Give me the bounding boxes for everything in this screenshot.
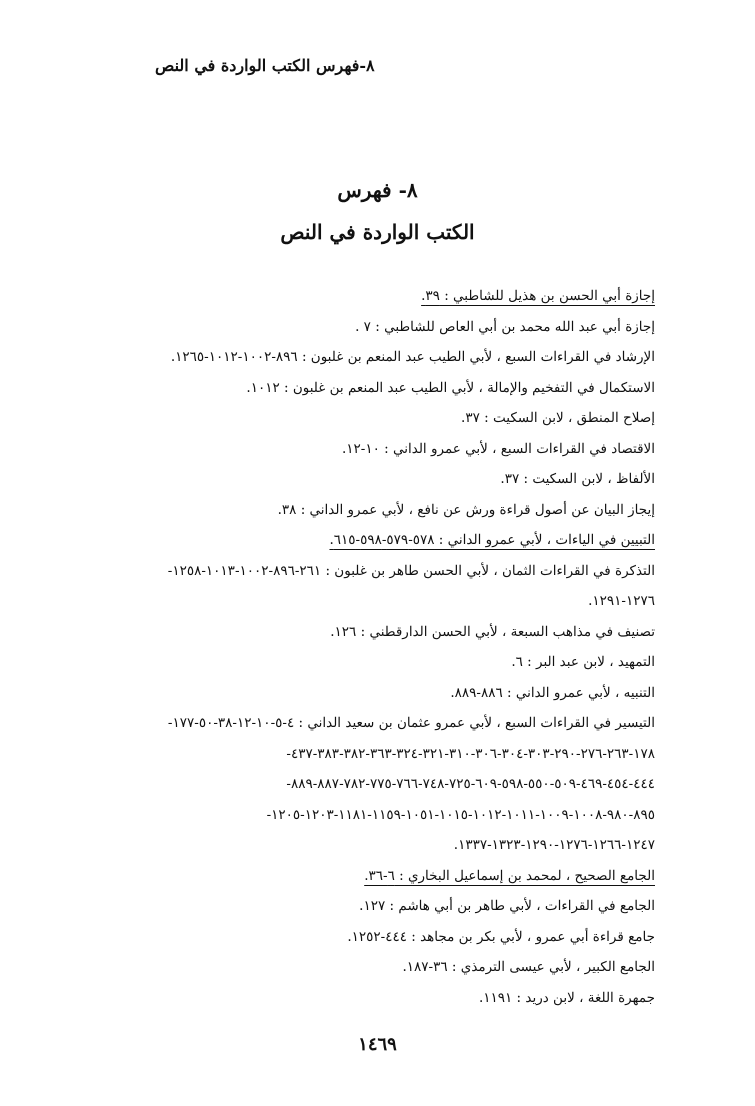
running-head-text: ٨-فهرس الكتب الواردة في النص [155,56,375,75]
index-entry: الجامع في القراءات ، لأبي طاهر بن أبي هاشم : ١٢٧. [359,898,655,914]
index-entry: إصلاح المنطق ، لابن السكيت : ٣٧. [461,410,655,426]
index-entry: الجامع الكبير ، لأبي عيسى الترمذي : ٣٦-١٨٧. [402,959,655,975]
index-entry: التذكرة في القراءات الثمان ، لأبي الحسن طاهر بن غلبون : ٢٦١-٨٩٦-١٠٠٢-١٠١٣-١٢٥٨- [167,562,655,579]
book-index-list [55,281,655,1013]
index-entry: إجازة أبي الحسن بن هذيل للشاطبي : ٣٩. [421,288,655,304]
section-number-title: ٨- فهرس [337,178,418,202]
index-entry: تصنيف في مذاهب السبعة ، لأبي الحسن الدارقطني : ١٢٦. [330,623,655,640]
index-entry: الجامع الصحيح ، لمحمد بن إسماعيل البخاري : ٦-٣٦. [364,867,655,884]
index-entry-continuation: ٤٤٤-٤٥٤-٤٦٩-٥٠٩-٥٥٠-٥٩٨-٦٠٩-٧٢٥-٧٤٨-٧٦٦-٧٧٥-٧٨٢-٨٨٧-٨٨٩- [286,776,655,792]
index-entry: التنبيه ، لأبي عمرو الداني : ٨٨٦-٨٨٩. [450,684,655,701]
index-entry-continuation: ١٢٤٧-١٢٦٦-١٢٧٦-١٢٩٠-١٣٢٣-١٣٣٧. [453,837,655,853]
index-entry: التيسير في القراءات السبع ، لأبي عمرو عثمان بن سعيد الداني : ٤-٥-١٠-١٢-٣٨-٥٠-١٧٧- [167,715,655,731]
index-entry: التمهيد ، لابن عبد البر : ٦. [511,654,655,670]
page-number: ١٤٦٩ [358,1034,397,1055]
index-entry: التبيين في الياءات ، لأبي عمرو الداني : ٥٧٨-٥٧٩-٥٩٨-٦١٥. [329,532,655,548]
index-entry: الألفاظ ، لابن السكيت : ٣٧. [500,471,655,487]
index-entry: إجازة أبي عبد الله محمد بن أبي العاص للشاطبي : ٧ . [355,318,655,335]
index-entry-continuation: ٨٩٥-٩٨٠-١٠٠٨-١٠٠٩-١٠١١-١٠١٢-١٠١٥-١٠٥١-١١٥٩-١١٨١-١٢٠٣-١٢٠٥- [266,806,655,823]
index-entry: جامع قراءة أبي عمرو ، لأبي بكر بن مجاهد : ٤٤٤-١٢٥٢. [347,928,655,945]
index-entry-continuation: ١٧٨-٢٦٣-٢٧٦-٢٩٠-٣٠٣-٣٠٤-٣٠٦-٣١٠-٣٢١-٣٢٤-٣٦٣-٣٨٢-٣٨٣-٤٣٧- [286,745,655,762]
index-entry: الإرشاد في القراءات السبع ، لأبي الطيب عبد المنعم بن غلبون : ٨٩٦-١٠٠٢-١٠١٢-١٢٦٥. [170,349,655,365]
index-entry: إيجاز البيان عن أصول قراءة ورش عن نافع ، لأبي عمرو الداني : ٣٨. [277,501,655,518]
index-entry: جمهرة اللغة ، لابن دريد : ١١٩١. [478,989,655,1006]
section-title-block [0,176,755,246]
section-subtitle: الكتب الواردة في النص [280,220,475,244]
running-head [155,56,755,75]
index-entry-continuation: ١٢٧٦-١٢٩١. [588,593,655,609]
index-entry: الاستكمال في التفخيم والإمالة ، لأبي الطيب عبد المنعم بن غلبون : ١٠١٢. [246,379,655,396]
index-entry: الاقتصاد في القراءات السبع ، لأبي عمرو الداني : ١٠-١٢. [341,440,655,457]
